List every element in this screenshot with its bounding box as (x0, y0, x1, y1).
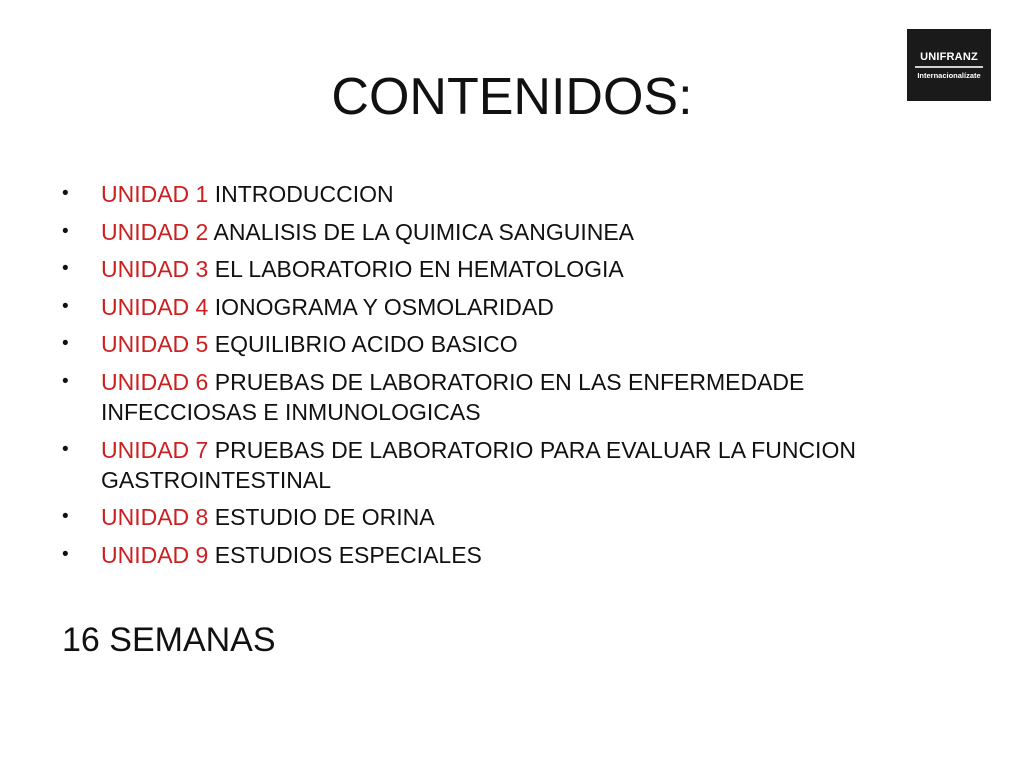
unit-item-2 (62, 217, 962, 247)
unit-item-1 (62, 179, 962, 209)
bullet-icon: • (62, 220, 69, 242)
unit-title: PRUEBAS DE LABORATORIO EN LAS ENFERMEDADE INFECCIOSAS E INMUNOLOGICAS (101, 368, 805, 425)
unit-title: EL LABORATORIO EN HEMATOLOGIA (208, 256, 624, 283)
bullet-icon: • (62, 295, 69, 317)
unit-title: PRUEBAS DE LABORATORIO PARA EVALUAR LA FUNCION GASTROINTESTINAL (101, 436, 856, 493)
unit-label: UNIDAD 5 (101, 331, 209, 358)
unit-list (62, 179, 962, 577)
unit-title: ANALISIS DE LA QUIMICA SANGUINEA (208, 218, 634, 245)
duration-text: 16 SEMANAS (62, 621, 276, 659)
logo-tagline: Internacionalízate (917, 71, 981, 80)
unit-item-3 (62, 254, 962, 284)
unit-label: UNIDAD 6 (101, 368, 209, 395)
unit-item-8 (62, 502, 962, 532)
unit-label: UNIDAD 4 (101, 293, 209, 320)
slide-title: CONTENIDOS: (331, 68, 693, 126)
logo-brand: UNIFRANZ (920, 51, 978, 63)
bullet-icon: • (62, 438, 69, 460)
unit-item-4 (62, 292, 962, 322)
unit-item-6 (62, 367, 962, 427)
bullet-icon: • (62, 506, 69, 528)
unit-title: ESTUDIO DE ORINA (208, 504, 435, 531)
unit-title: IONOGRAMA Y OSMOLARIDAD (208, 293, 554, 320)
unit-label: UNIDAD 3 (101, 256, 209, 283)
unit-title: ESTUDIOS ESPECIALES (208, 541, 482, 568)
bullet-icon: • (62, 333, 69, 355)
bullet-icon: • (62, 370, 69, 392)
unit-item-5 (62, 329, 962, 359)
unit-label: UNIDAD 7 (101, 436, 209, 463)
bullet-icon: • (62, 543, 69, 565)
unit-item-9 (62, 540, 962, 570)
unit-title: INTRODUCCION (208, 181, 394, 207)
unit-item-7 (62, 435, 962, 495)
unit-label: UNIDAD 1 (101, 181, 209, 207)
unit-label: UNIDAD 8 (101, 504, 209, 531)
bullet-icon: • (62, 183, 69, 204)
unit-title: EQUILIBRIO ACIDO BASICO (208, 331, 518, 358)
bullet-icon: • (62, 258, 69, 280)
unit-label: UNIDAD 2 (101, 218, 209, 245)
unit-label: UNIDAD 9 (101, 541, 209, 568)
